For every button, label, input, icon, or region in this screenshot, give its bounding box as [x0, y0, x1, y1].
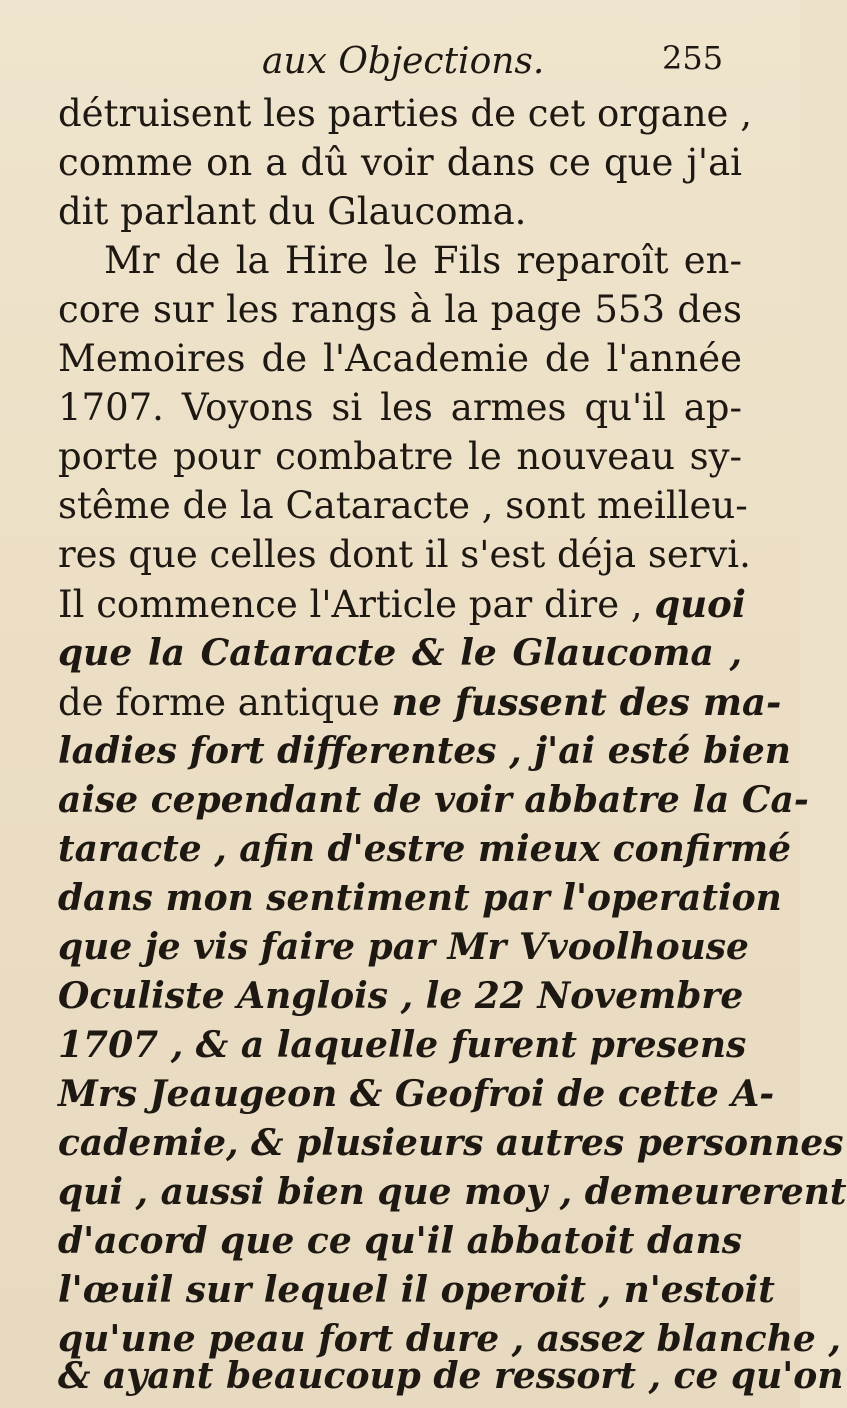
text-line-italic: dans mon sentiment par l'operation [58, 877, 782, 919]
text-line: core sur les rangs à la page 553 des [58, 288, 742, 331]
text-line-italic: que je vis faire par Mr Vvoolhouse [58, 926, 749, 968]
text-line [58, 580, 746, 628]
text-line-italic: Oculiste Anglois , le 22 Novembre [58, 975, 744, 1017]
text-line-italic: cademie, & plusieurs autres personnes [58, 1122, 844, 1164]
running-title: aux Objections. [262, 41, 545, 82]
text-line-italic: aise cependant de voir abbatre la Ca- [58, 779, 809, 821]
text-line: 1707. Voyons si les armes qu'il ap- [58, 386, 742, 429]
text-line-italic: Mrs Jeaugeon & Geofroi de cette A- [58, 1073, 775, 1115]
text-line: détruisent les parties de cet organe , [58, 92, 752, 135]
text-line-italic: ladies fort differentes , j'ai esté bien [58, 730, 791, 772]
text-line [58, 678, 782, 726]
text-line: Mr de la Hire le Fils reparoît en- [104, 239, 742, 282]
text-line-italic: & ayant beaucoup de ressort , ce qu'on [58, 1355, 844, 1397]
text-line-italic: qui , aussi bien que moy , demeurerent [58, 1171, 847, 1213]
text-roman: Il commence l'Article par dire , [58, 583, 643, 626]
text-line: dit parlant du Glaucoma. [58, 190, 527, 233]
text-line: res que celles dont il s'est déja servi. [58, 533, 751, 576]
text-roman: de forme antique [58, 681, 380, 724]
page-number: 255 [662, 39, 724, 77]
text-line-italic: d'acord que ce qu'il abbatoit dans [58, 1220, 742, 1262]
text-line-italic: taracte , afin d'estre mieux confirmé [58, 828, 791, 870]
text-line: stême de la Cataracte , sont meilleu- [58, 484, 748, 527]
text-line: Memoires de l'Academie de l'année [58, 337, 742, 380]
text-line-italic: qu'une peau fort dure , assez blanche , [58, 1318, 841, 1360]
text-line: comme on a dû voir dans ce que j'ai [58, 141, 742, 184]
text-line: porte pour combatre le nouveau sy- [58, 435, 742, 478]
text-line-italic: que la Cataracte & le Glaucoma , [58, 632, 742, 674]
text-italic: quoi [654, 582, 746, 626]
text-line-italic: l'œuil sur lequel il operoit , n'estoit [58, 1269, 775, 1311]
text-line-italic: 1707 , & a laquelle furent presens [58, 1024, 747, 1066]
text-italic: ne fussent des ma- [391, 680, 782, 724]
